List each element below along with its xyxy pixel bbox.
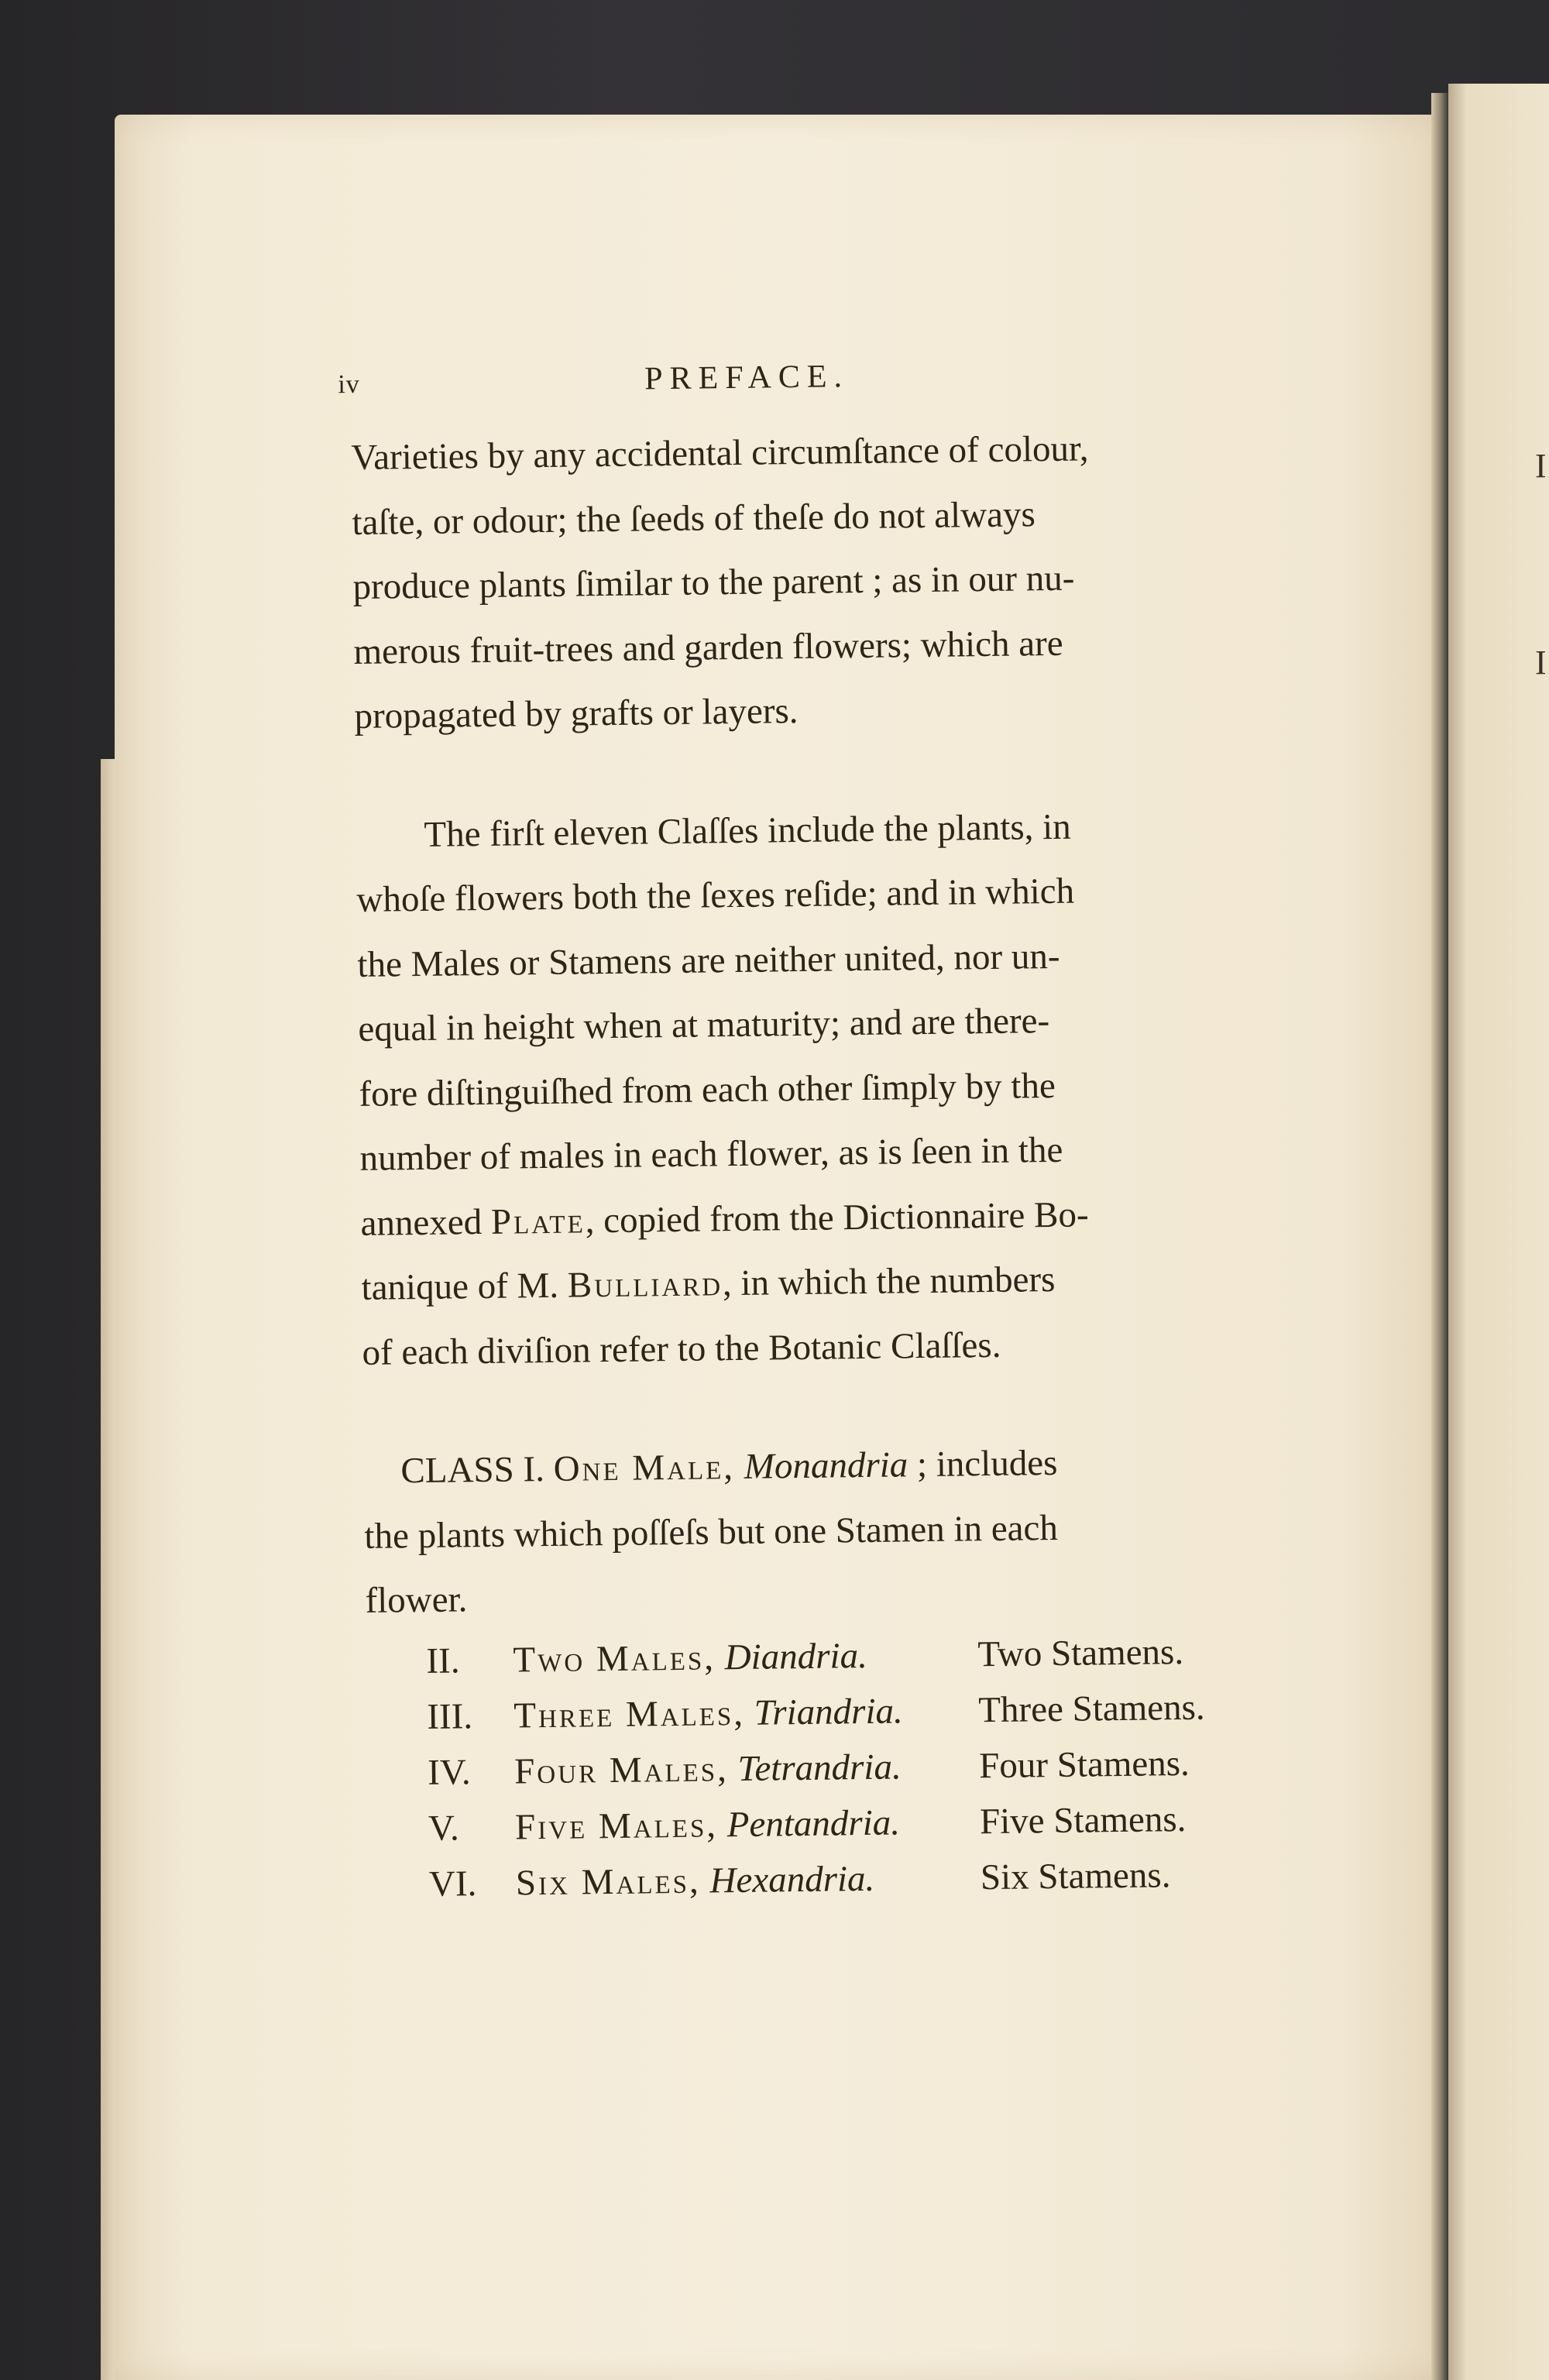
- text-line: CLASS I. One Male, Monandria ; includes: [400, 1442, 1058, 1492]
- text-line: equal in height when at maturity; and are there-: [358, 1001, 1050, 1049]
- class-stamens: Two Stamens.: [977, 1631, 1184, 1674]
- text-line: Varieties by any accidental circumſtance of colour,: [351, 428, 1089, 478]
- facing-page-mark: I: [1535, 644, 1547, 682]
- text-line: the plants which poſſeſs but one Stamen in each: [364, 1507, 1059, 1557]
- class-latin: Pentandria.: [726, 1801, 901, 1845]
- page-header: [338, 353, 1249, 426]
- text-line: whoſe flowers both the ſexes reſide; and in which: [356, 871, 1075, 920]
- class-row: [369, 1846, 1268, 1912]
- class-name: One Male,: [553, 1447, 736, 1489]
- text-line: of each diviſion refer to the Botanic Claſſes.: [362, 1324, 1001, 1373]
- text-line: the Males or Stamens are neither united, nor un-: [357, 936, 1060, 985]
- text-line: annexed Plate, copied from the Dictionnaire Bo-: [360, 1193, 1089, 1244]
- class-name: Five Males,: [514, 1804, 719, 1848]
- class-label: CLASS I.: [400, 1449, 545, 1492]
- page-number: iv: [338, 369, 361, 400]
- text-line: number of males in each flower, as is ſeen in the: [359, 1129, 1063, 1179]
- class-latin: Monandria: [744, 1444, 908, 1487]
- class-number: III.: [427, 1695, 473, 1737]
- class-one-entry: [363, 1429, 1264, 1634]
- text-line: taſte, or odour; the ſeeds of theſe do not always: [352, 493, 1036, 543]
- class-name: Two Males,: [513, 1636, 716, 1681]
- class-name: Six Males,: [515, 1860, 702, 1904]
- text-line: The firſt eleven Claſſes include the plants, in: [424, 806, 1071, 855]
- running-head: PREFACE.: [644, 359, 850, 397]
- page-text: [338, 353, 1267, 1913]
- class-latin: Diandria.: [724, 1635, 868, 1678]
- text-line: produce plants ſimilar to the parent ; as in our nu-: [352, 558, 1075, 607]
- facing-page-mark: I: [1535, 447, 1547, 485]
- class-stamens: Three Stamens.: [977, 1687, 1205, 1730]
- class-number: V.: [428, 1807, 460, 1849]
- paragraph-classes: [355, 792, 1261, 1386]
- author-name: Bulliard: [567, 1263, 723, 1306]
- class-number: II.: [426, 1640, 460, 1681]
- class-stamens: Five Stamens.: [979, 1798, 1187, 1842]
- paragraph-varieties: [351, 415, 1253, 750]
- class-name: Three Males,: [513, 1692, 746, 1736]
- text-line: flower.: [365, 1579, 468, 1621]
- class-stamens: Six Stamens.: [980, 1854, 1171, 1897]
- class-stamens: Four Stamens.: [978, 1743, 1190, 1786]
- class-latin: Triandria.: [754, 1690, 904, 1733]
- text-line: merous fruit-trees and garden flowers; which are: [353, 623, 1063, 672]
- class-latin: Tetrandria.: [737, 1746, 902, 1789]
- class-number: VI.: [428, 1863, 477, 1904]
- text-line: tanique of M. Bulliard, in which the numbers: [361, 1259, 1056, 1308]
- class-name: Four Males,: [513, 1748, 730, 1792]
- text-line: propagated by grafts or layers.: [354, 690, 799, 737]
- text-line: fore diſtinguiſhed from each other ſimply by the: [359, 1065, 1056, 1114]
- plate-reference: Plate: [490, 1200, 586, 1242]
- book-gutter: [1431, 93, 1448, 2380]
- class-number: IV.: [427, 1751, 471, 1793]
- class-latin: Hexandria.: [709, 1858, 875, 1901]
- class-list: [366, 1623, 1267, 1912]
- facing-page: [1448, 84, 1549, 2380]
